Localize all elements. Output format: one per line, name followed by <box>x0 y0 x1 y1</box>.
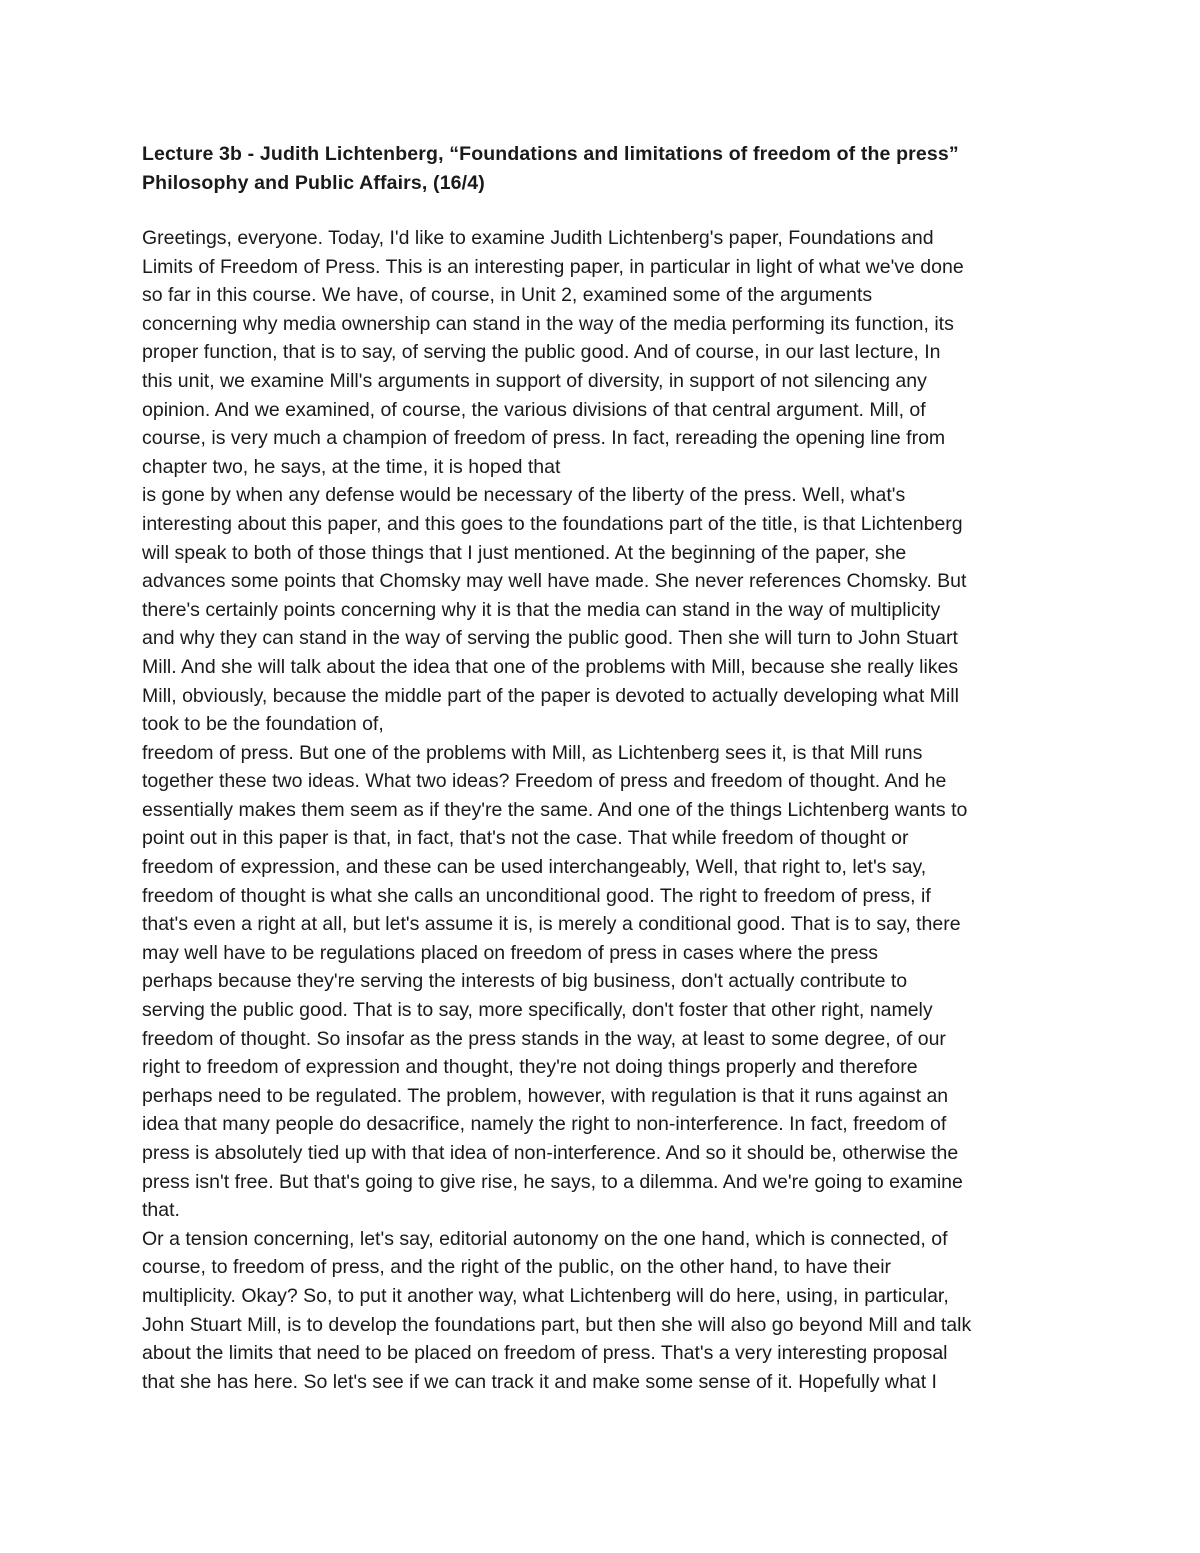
body-line: interesting about this paper, and this goes to the foundations part of the title, is that Lichtenberg <box>142 512 963 535</box>
body-line: course, is very much a champion of freedom of press. In fact, rereading the opening line from <box>142 427 946 450</box>
body-line: is gone by when any defense would be necessary of the liberty of the press. Well, what's <box>142 484 906 507</box>
body-line: that she has here. So let's see if we can track it and make some sense of it. Hopefully what I <box>142 1370 937 1393</box>
body-line: Greetings, everyone. Today, I'd like to examine Judith Lichtenberg's paper, Foundations and <box>142 227 934 249</box>
body-line: Or a tension concerning, let's say, editorial autonomy on the one hand, which is connected, of <box>142 1227 948 1250</box>
body-line: proper function, that is to say, of serving the public good. And of course, in our last lecture, In <box>142 341 941 364</box>
body-line: that. <box>142 1199 180 1222</box>
body-line: and why they can stand in the way of serving the public good. Then she will turn to John Stuart <box>142 627 958 650</box>
body-line: that's even a right at all, but let's assume it is, is merely a conditional good. That is to say, there <box>142 913 961 936</box>
body-line: John Stuart Mill, is to develop the foundations part, but then she will also go beyond Mill and talk <box>142 1313 972 1336</box>
body-line: press isn't free. But that's going to give rise, he says, to a dilemma. And we're going to examine <box>142 1170 963 1193</box>
body-line: Limits of Freedom of Press. This is an interesting paper, in particular in light of what we've done <box>142 255 964 278</box>
body-line: freedom of thought. So insofar as the press stands in the way, at least to some degree, of our <box>142 1027 946 1050</box>
title-line: Lecture 3b - Judith Lichtenberg, “Foundations and limitations of freedom of the press” <box>142 143 959 165</box>
body-line: press is absolutely tied up with that idea of non-interference. And so it should be, otherwise the <box>142 1142 959 1164</box>
lecture-body-text <box>142 224 1072 1396</box>
body-line: so far in this course. We have, of course, in Unit 2, examined some of the arguments <box>142 284 873 307</box>
body-line: serving the public good. That is to say, more specifically, don't foster that other right, namely <box>142 999 933 1022</box>
body-line: point out in this paper is that, in fact, that's not the case. That while freedom of thought or <box>142 827 909 850</box>
body-line: perhaps because they're serving the interests of big business, don't actually contribute to <box>142 970 908 993</box>
body-line: about the limits that need to be placed on freedom of press. That's a very interesting proposal <box>142 1342 948 1365</box>
body-line: Mill. And she will talk about the idea that one of the problems with Mill, because she really likes <box>142 655 959 678</box>
body-line: idea that many people do desacrifice, namely the right to non-interference. In fact, freedom of <box>142 1113 947 1136</box>
body-line: chapter two, he says, at the time, it is hoped that <box>142 455 561 478</box>
document-page <box>142 140 1072 1396</box>
body-line: multiplicity. Okay? So, to put it another way, what Lichtenberg will do here, using, in particular, <box>142 1284 949 1307</box>
body-line: course, to freedom of press, and the right of the public, on the other hand, to have their <box>142 1256 892 1279</box>
body-line: Mill, obviously, because the middle part of the paper is devoted to actually developing what Mill <box>142 684 959 707</box>
body-line: advances some points that Chomsky may well have made. She never references Chomsky. But <box>142 570 967 593</box>
body-line: there's certainly points concerning why it is that the media can stand in the way of multiplicity <box>142 598 941 621</box>
body-line: perhaps need to be regulated. The problem, however, with regulation is that it runs against an <box>142 1084 949 1107</box>
body-line: concerning why media ownership can stand in the way of the media performing its function, its <box>142 312 954 335</box>
body-line: together these two ideas. What two ideas? Freedom of press and freedom of thought. And he <box>142 770 947 793</box>
lecture-title <box>142 140 1072 198</box>
body-line: freedom of expression, and these can be used interchangeably, Well, that right to, let's say, <box>142 856 927 879</box>
title-line: Philosophy and Public Affairs, (16/4) <box>142 172 485 194</box>
body-line: may well have to be regulations placed on freedom of press in cases where the press <box>142 941 878 964</box>
body-line: opinion. And we examined, of course, the various divisions of that central argument. Mill, of <box>142 398 926 421</box>
body-line: right to freedom of expression and thought, they're not doing things properly and therefore <box>142 1056 918 1079</box>
body-line: freedom of press. But one of the problems with Mill, as Lichtenberg sees it, is that Mill runs <box>142 741 923 764</box>
body-line: took to be the foundation of, <box>142 713 384 736</box>
body-line: will speak to both of those things that I just mentioned. At the beginning of the paper, she <box>142 541 907 564</box>
body-line: this unit, we examine Mill's arguments in support of diversity, in support of not silencing any <box>142 369 927 392</box>
body-line: essentially makes them seem as if they're the same. And one of the things Lichtenberg wants to <box>142 798 968 821</box>
body-line: freedom of thought is what she calls an unconditional good. The right to freedom of press, if <box>142 884 931 907</box>
